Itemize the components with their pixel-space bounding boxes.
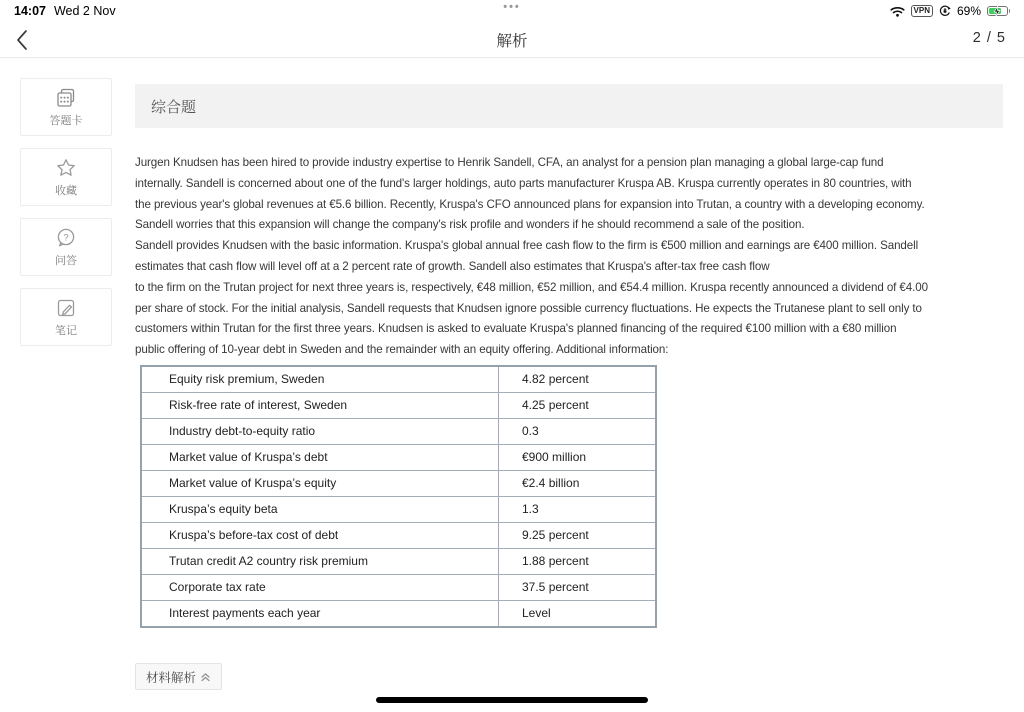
- table-cell-value: 0.3: [522, 424, 539, 438]
- sidebar-item-label: 笔记: [55, 324, 77, 337]
- material-analysis-label: 材料解析: [146, 670, 197, 685]
- passage-line: Jurgen Knudsen has been hired to provide industry expertise to Henrik Sandell, CFA, an analyst for a pension plan managing a global large-cap fund: [135, 156, 884, 169]
- svg-text:?: ?: [63, 231, 69, 243]
- sidebar-item-favorite[interactable]: [20, 148, 112, 206]
- table-cell-value: €900 million: [522, 450, 587, 464]
- page-title: 解析: [496, 33, 528, 50]
- table-row: [142, 549, 655, 575]
- sidebar-item-label: 问答: [55, 254, 77, 267]
- passage-line: public offering of 10-year debt in Sweden and the remainder with an equity offering. Additional information:: [135, 343, 669, 357]
- sidebar-item-label: 收藏: [55, 184, 77, 197]
- table-cell-value: 4.25 percent: [522, 398, 589, 412]
- section-header-label: 综合题: [151, 98, 197, 116]
- qa-bubble-icon: [55, 227, 77, 249]
- battery-percent: 69%: [956, 4, 981, 18]
- charging-bolt-icon: [993, 6, 1001, 17]
- table-cell-value: 1.3: [522, 502, 539, 516]
- table-cell-label: Interest payments each year: [142, 601, 499, 626]
- passage-line: Sandell provides Knudsen with the basic information. Kruspa's global annual free cash flow to the firm is €500 million and earnings are €400 million. Sandell: [135, 239, 919, 253]
- table-row: [142, 419, 655, 445]
- note-icon: [55, 297, 77, 319]
- passage-line: estimates that cash flow will level off at a 2 percent rate of growth. Sandell also estimates that Kruspa's after-tax free cash flow: [135, 259, 770, 273]
- passage-line: the previous year's global revenues at €5.6 billion. Recently, Kruspa's CFO announced plans for expansion into Trutan, a country with a developing economy.: [135, 197, 925, 211]
- table-cell-label: Trutan credit A2 country risk premium: [142, 549, 499, 574]
- sidebar-item-qa[interactable]: [20, 218, 112, 276]
- table-row: [142, 471, 655, 497]
- table-row: [142, 523, 655, 549]
- table-cell-label: Market value of Kruspa’s debt: [142, 445, 499, 470]
- passage-line: to the firm on the Trutan project for next three years is, respectively, €48 million, €52 million, and €54.4 million. Kruspa recently announced a dividend of €4.00: [135, 280, 928, 294]
- clock-time: 14:07: [14, 4, 46, 18]
- table-row: [142, 445, 655, 471]
- sidebar-item-label: 答题卡: [49, 114, 83, 127]
- table-cell-value: €2.4 billion: [522, 476, 580, 490]
- section-header: [135, 84, 1003, 128]
- material-analysis-button[interactable]: [135, 663, 222, 690]
- table-cell-label: Risk-free rate of interest, Sweden: [142, 393, 499, 418]
- passage-line: customers within Trutan for the first three years. Knudsen is asked to evaluate Kruspa's planned financing of the required €100 million with a €80 million: [135, 322, 897, 336]
- nav-bar: [0, 22, 1024, 58]
- table-cell-value: Level: [522, 606, 551, 620]
- table-row: [142, 393, 655, 419]
- home-indicator[interactable]: [376, 697, 648, 703]
- table-row: [142, 575, 655, 601]
- tool-sidebar: [20, 78, 112, 346]
- table-cell-label: Corporate tax rate: [142, 575, 499, 600]
- multitask-dots-indicator: •••: [503, 1, 521, 13]
- table-row: [142, 367, 655, 393]
- table-row: [142, 601, 655, 626]
- status-bar: [0, 0, 1024, 22]
- passage-line: per share of stock. For the initial analysis, Sandell requests that Knudsen ignore possible currency fluctuations. He expects the Trutanese plant to sell only to: [135, 301, 922, 315]
- passage-line: Sandell worries that this expansion will change the company's risk profile and wonders if he should recommend a sale of the position.: [135, 218, 805, 232]
- table-cell-label: Equity risk premium, Sweden: [142, 367, 499, 392]
- double-chevron-up-icon: [200, 671, 211, 682]
- vpn-badge: VPN: [911, 5, 933, 17]
- table-cell-label: Industry debt-to-equity ratio: [142, 419, 499, 444]
- table-cell-label: Kruspa’s before-tax cost of debt: [142, 523, 499, 548]
- clock-date: Wed 2 Nov: [53, 4, 116, 18]
- table-row: [142, 497, 655, 523]
- question-passage: [135, 153, 1015, 361]
- table-cell-value: 1.88 percent: [522, 554, 589, 568]
- table-cell-label: Market value of Kruspa’s equity: [142, 471, 499, 496]
- sidebar-item-notes[interactable]: [20, 288, 112, 346]
- answer-sheet-icon: [55, 87, 77, 109]
- table-cell-value: 37.5 percent: [522, 580, 589, 594]
- battery-icon: [987, 6, 1010, 17]
- page-indicator: 2 / 5: [972, 30, 1006, 46]
- star-icon: [55, 157, 77, 179]
- table-cell-label: Kruspa’s equity beta: [142, 497, 499, 522]
- passage-line: internally. Sandell is concerned about one of the fund's larger holdings, auto parts manufacturer Kruspa AB. Kruspa currently operates in 80 countries, with: [135, 176, 912, 190]
- table-cell-value: 4.82 percent: [522, 372, 589, 386]
- sidebar-item-answer-sheet[interactable]: [20, 78, 112, 136]
- table-cell-value: 9.25 percent: [522, 528, 589, 542]
- additional-information-table: [140, 365, 657, 628]
